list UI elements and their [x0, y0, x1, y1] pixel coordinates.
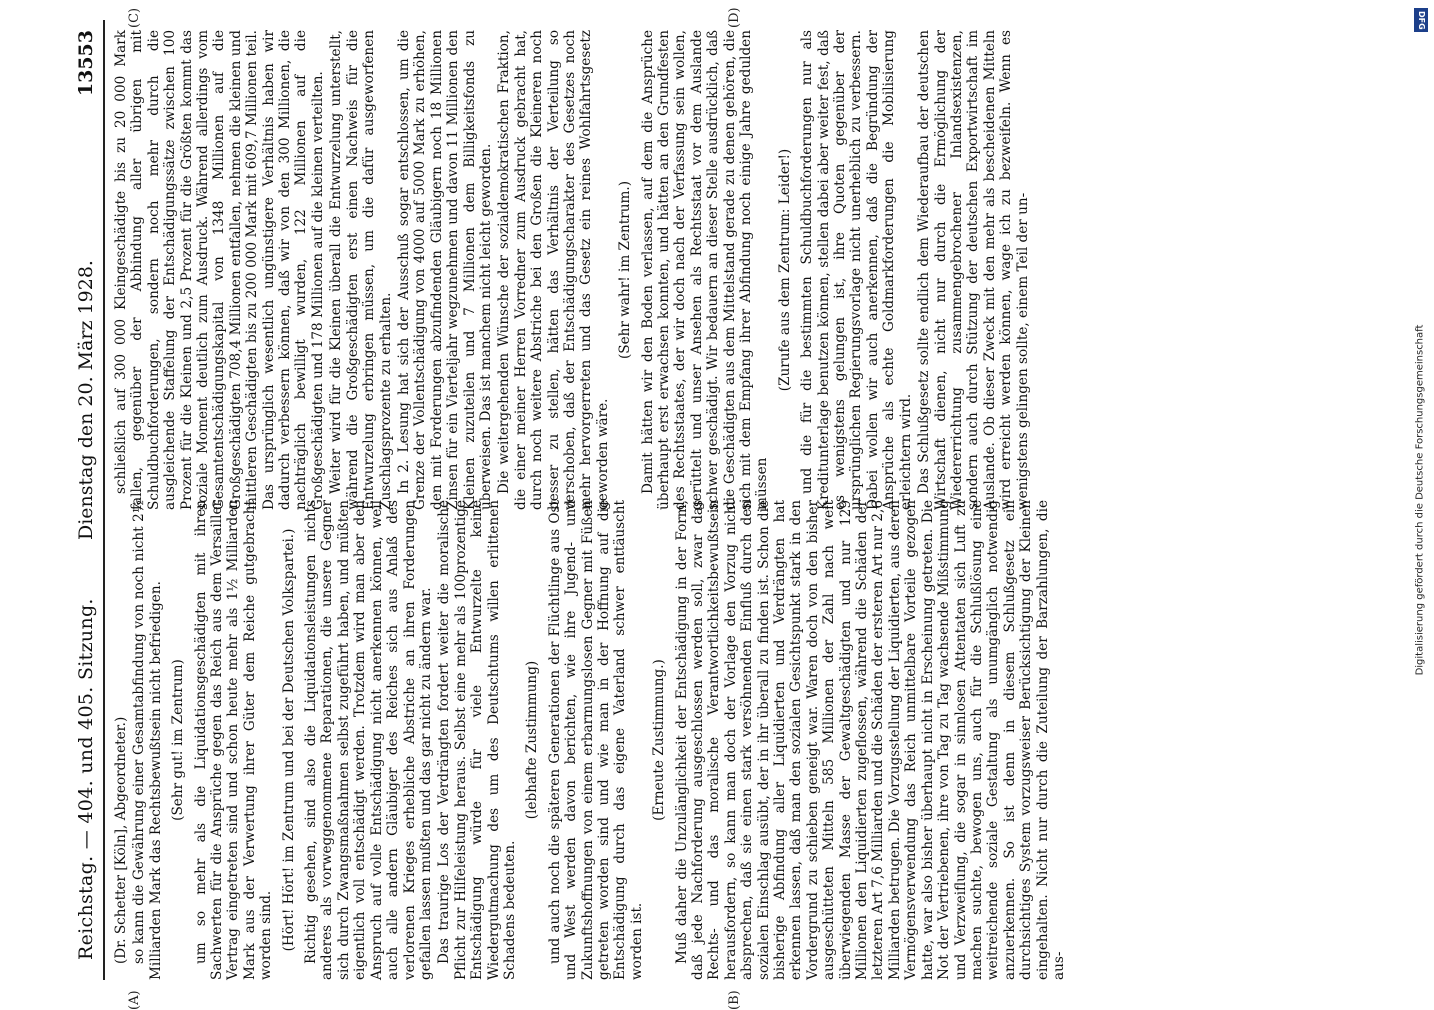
interjection: (Erneute Zustimmung.) [651, 659, 668, 821]
paragraph: In 2. Lesung hat sich der Ausschuß sogar entschlossen, um die Grenze der Vollentschädigung von 4000 auf 5000 Mark zu erhöhen, den mit Forderungen abzufindenden Gläubigern noch 18 Millionen Zinsen für ein Vierteljahr wegzunehmen und davon 11 Millionen den Kleinen zuzuteilen und 7 Millionen dem Billigkeitsfonds zu überweisen. Das ist manchem nicht leicht geworden. [395, 30, 494, 510]
interjection: (Sehr gut! im Zentrum) [170, 659, 187, 821]
paragraph: so kann die Gewährung einer Gesamtabfindung von noch nicht 2½ Milliarden Mark das Rechtsbewußtsein nicht befriedigen. [131, 500, 164, 980]
margin-mark-b: (B) [727, 990, 742, 1010]
left-text-column [113, 500, 1069, 980]
margin-mark-d: (D) [727, 7, 742, 28]
header-session: Reichstag. — 404. und 405. Sitzung. [75, 598, 97, 960]
rotated-page-content [67, 7, 1367, 1010]
interjection: (Sehr wahr! im Zentrum.) [617, 180, 634, 360]
paragraph: Das traurige Los der Verdrängten fordert weiter die moralische Pflicht zur Hilfeleistung heraus. Selbst eine mehr als 100prozentige Entschädigung würde für viele Entwurzelte keine Wiedergutmachung des um des Deutschtums willen erlittenen Schadens bedeuten. [436, 500, 518, 980]
paragraph: schließlich auf 300 000 Kleingeschädigte bis zu 20 000 Mark fallen, gegenüber der Abhindung aller übrigen mit Schuldbuchforderungen, sondern noch mehr durch die ausgleichende Staffelung der Entschädigungssätze zwischen 100 Prozent für die Kleinen und 2,5 Prozent für die Größten kommt das soziale Moment deutlich zum Ausdruck. Während allerdings vom Gesamtentschädigungskapital von 1348 Millionen auf die Großgeschädigten 708,4 Millionen entfallen, nehmen die kleinen und mittleren Geschädigten bis zu 200 000 Mark mit 609,7 Millionen teil. Das ursprünglich wesentlich ungünstigere Verhältnis haben wir dadurch verbessern können, daß wir von den 300 Millionen, die nachträglich bewilligt wurden, 122 Millionen auf die Großgeschädigten und 178 Millionen auf die kleinen verteilten. [113, 30, 326, 510]
paragraph: Muß daher die Unzulänglichkeit der Entschädigung in der Form, daß jede Nachforderung ausgeschlossen werden soll, zwar das Rechts- und das moralische Verantwortlichkeitsbewußtsein herausfordern, so kann man doch der Vorlage den Vorzug nicht absprechen, daß sie einen stark versöhnenden Einfluß durch den sozialen Einschlag ausübt, der in ihr überall zu finden ist. Schon die bisherige Abfindung aller Liquidierten und Verdrängten hat erkennen lassen, daß man den sozialen Gesichtspunkt stark in den Vordergrund zu schieben geneigt war. Waren doch von den bisher ausgeschütteten Mitteln 585 Millionen der Zahl nach weit überwiegenden Masse der Gewaltgeschädigten und nur 129 Millionen den Liquidierten zugeflossen, während die Schäden der letzteren Art 7,6 Milliarden und die Schäden der ersteren Art nur 2,6 Milliarden betrugen. Die Vorzugsstellung der Liquidierten, aus deren Vermögensverwendung das Reich unmittelbare Vorteile gezogen hatte, war also bisher überhaupt nicht in Erscheinung getreten. Die Not der Vertriebenen, ihre von Tag zu Tag wachsende Mißstimmung und Verzweiflung, die sogar in sinnlosen Attentaten sich Luft zu machen suchte, bewogen uns, auch für die Schlußlösung eine weitreichende soziale Gestaltung als unumgänglich notwendig anzuerkennen. So ist denn in diesem Schlußgesetz ein durchsichtiges System vorzugsweiser Berücksichtigung der Kleinen eingehalten. Nicht nur durch die Zuteilung der Barzahlungen, die aus- [673, 500, 1067, 980]
paragraph: Die weitergehenden Wünsche der sozialdemokratischen Fraktion, die einer meiner Herren Vorredner zum Ausdruck gebracht hat, durch noch weitere Abstriche bei den Großen die Kleineren noch besser zu stellen, hätten das Verhältnis der Verteilung so verschoben, daß der Entschädigungscharakter des Gesetzes noch mehr hervorgerreten und das Gesetz ein reines Wohlfahrtsgesetz geworden wäre. [496, 30, 611, 510]
paragraph: (Dr. Schetter [Köln], Abgeordneter.) [113, 716, 129, 964]
margin-mark-a: (A) [127, 990, 142, 1010]
header-rule [103, 20, 105, 980]
interjection: (Hört! Hört! im Zentrum und bei der Deutschen Volkspartei.) [280, 528, 297, 952]
paragraph: Das Schlußgesetz sollte endlich dem Wiederaufbau der deutschen Wirtschaft dienen, nicht nur durch die Ermöglichung der Wiedererrichtung zusammengebrochener Inlandsexistenzen, sondern auch durch Stützung der deutschen Exportwirtschaft im Auslande. Ob dieser Zweck mit den mehr als bescheidenen Mitteln wird erreicht werden können, wage ich zu bezweifeln. Wenn es wenigstens gelingen sollte, einem Teil der un- [916, 30, 1031, 510]
paragraph: und auch noch die späteren Generationen der Flüchtlinge aus Ost und West werden davon berichten, wie ihre Jugend- und Zukunftshoffnungen von einem erbarmungslosen Gegner mit Füßen getreten worden sind und wie man in der Hoffnung auf die Entschädigung durch das eigene Vaterland schwer enttäuscht worden ist. [546, 500, 645, 980]
paragraph: Damit hätten wir den Boden verlassen, auf dem die Ansprüche überhaupt erst erwachsen konnten, und hätten an den Grundfesten des Rechtsstaates, der wir doch nach der Verfassung sein wollen, gerüttelt und unser Ansehen als Rechtsstaat vor dem Auslande schwer geschädigt. Wir bedauern an dieser Stelle ausdrücklich, daß die Geschädigten aus dem Mittelstand gerade zu denen gehören, die sich mit dem Empfang ihrer Abfindung noch einige Jahre gedulden müssen [639, 30, 771, 510]
paragraph: Weiter wird für die Kleinen überall die Entwurzelung unterstellt, während die Großgeschädigten erst einen Nachweis für die Entwurzelung erbringen müssen, um die dafür ausgeworfenen Zuschlagsprozente zu erhalten. [328, 30, 394, 510]
margin-mark-c: (C) [127, 7, 142, 28]
page-number: 13553 [75, 30, 97, 97]
interjection: (lebhafte Zustimmung) [524, 660, 541, 820]
paragraph: um so mehr als die Liquidationsgeschädigten mit ihren Sachwerten für die Ansprüche gegen das Reich aus dem Versailler Vertrag eingetreten sind und schon heute mehr als 1½ Milliarden Mark aus der Verwertung ihrer Güter dem Reiche gutgebracht worden sind. [192, 500, 275, 980]
paragraph: und die für die bestimmten Schuldbuchforderungen nur als Kreditunterlage benutzen können, stellen dabei aber weiter fest, daß es wenigstens gelungen ist, ihre Quoten gegenüber der ursprünglichen Regierungsvorlage nicht unerheblich zu verbessern. Dabei wollen wir auch anerkennen, daß die Begründung der Ansprüche als echte Goldmarkforderungen die Mobilisierung erleichtern wird. [799, 30, 914, 510]
dfg-logo: DFG [1414, 8, 1428, 32]
right-text-column [113, 30, 1033, 510]
header-date: Dienstag den 20. März 1928. [75, 260, 97, 540]
credit-text: Digitalisierung gefördert durch die Deutsche Forschungsgemeinschaft [1414, 324, 1426, 676]
page-header [75, 20, 105, 980]
digitization-credit [1410, 10, 1430, 990]
paragraph: Richtig gesehen, sind also die Liquidationsleistungen nichts anderes als vorweggenommene Reparationen, die unsere Gegner sich durch Zwangsmaßnahmen selbst zugeführt haben, und müßten eigentlich voll entschädigt werden. Trotzdem wird man aber den Anspruch auf volle Entschädigung nicht anerkennen können, weil auch alle andern Gläubiger des Reiches sich aus Anlaß des verlorenen Krieges erhebliche Abstriche an ihren Forderungen gefallen lassen mußten und das gar nicht zu ändern war. [303, 500, 434, 980]
interjection: (Zurufe aus dem Zentrum: Leider!) [776, 148, 793, 392]
